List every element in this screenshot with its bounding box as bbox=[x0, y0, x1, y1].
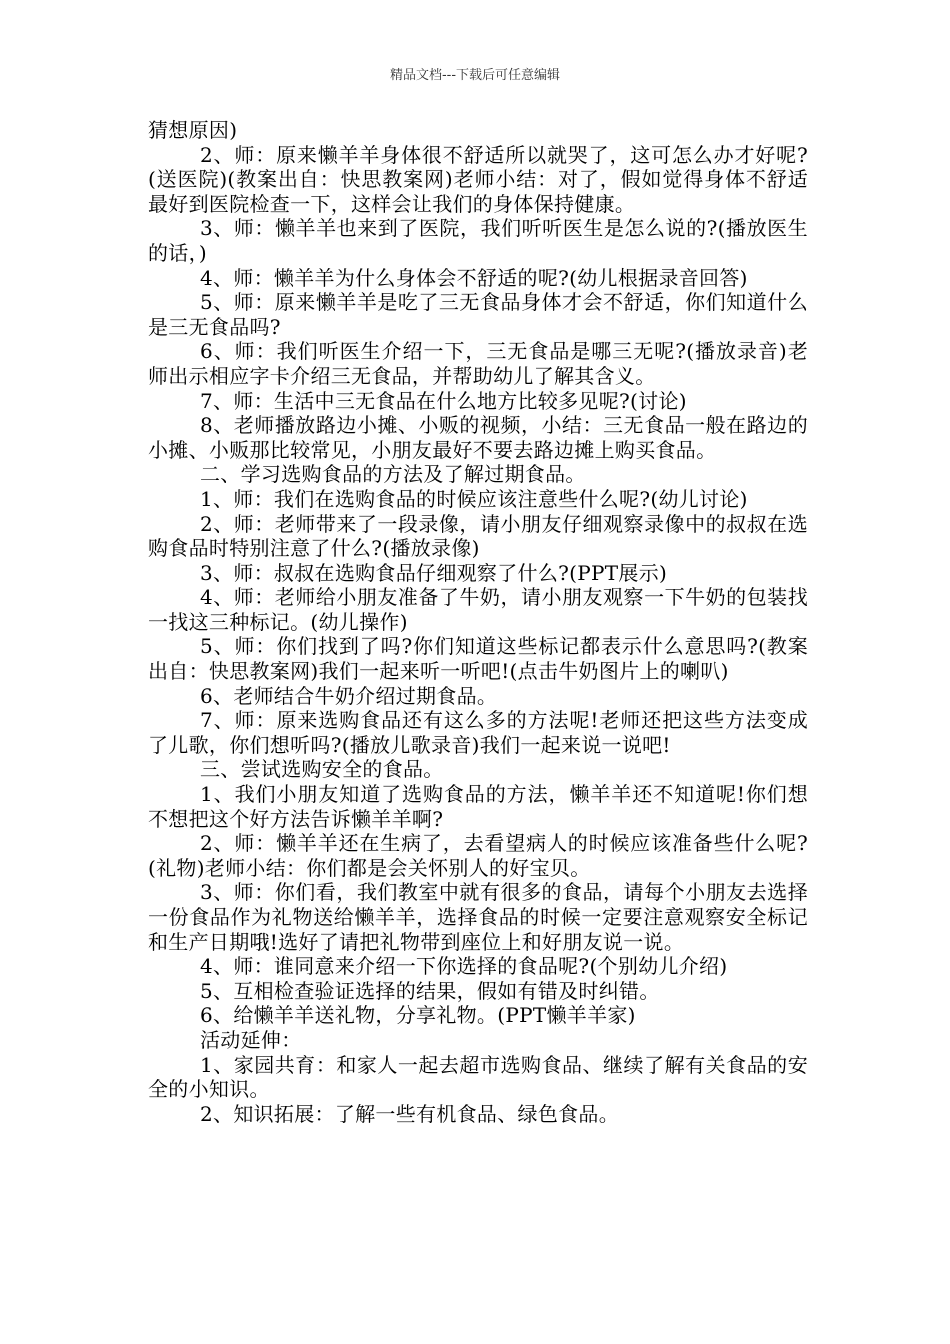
paragraph: 6、师：我们听医生介绍一下，三无食品是哪三无呢?(播放录音)老师出示相应字卡介绍三无食品，并帮助幼儿了解其含义。 bbox=[148, 339, 808, 388]
paragraph: 3、师：叔叔在选购食品仔细观察了什么?(PPT展示) bbox=[200, 560, 668, 585]
paragraph: 6、给懒羊羊送礼物，分享礼物。(PPT懒羊羊家) bbox=[200, 1003, 636, 1028]
paragraph: 4、师：老师给小朋友准备了牛奶，请小朋友观察一下牛奶的包装找一找这三种标记。(幼儿操作) bbox=[148, 585, 808, 634]
paragraph: 5、师：你们找到了吗?你们知道这些标记都表示什么意思吗?(教案出自：快思教案网)我们一起来听一听吧!(点击牛奶图片上的喇叭) bbox=[148, 634, 808, 684]
paragraph: 三、尝试选购安全的食品。 bbox=[200, 757, 444, 782]
paragraph: 7、师：原来选购食品还有这么多的方法呢!老师还把这些方法变成了儿歌，你们想听吗?(播放儿歌录音)我们一起来说一说吧! bbox=[148, 708, 808, 757]
paragraph: 2、师：老师带来了一段录像，请小朋友仔细观察录像中的叔叔在选购食品时特别注意了什么?(播放录像) bbox=[148, 511, 808, 561]
paragraph: 2、师：懒羊羊还在生病了，去看望病人的时候应该准备些什么呢?(礼物)老师小结：你们都是会关怀别人的好宝贝。 bbox=[148, 831, 808, 880]
document-body bbox=[148, 118, 808, 1126]
paragraph: 猜想原因) bbox=[148, 118, 238, 142]
paragraph: 1、我们小朋友知道了选购食品的方法，懒羊羊还不知道呢!你们想不想把这个好方法告诉懒羊羊啊? bbox=[148, 782, 808, 831]
paragraph: 5、师：原来懒羊羊是吃了三无食品身体才会不舒适，你们知道什么是三无食品吗? bbox=[148, 290, 808, 339]
paragraph: 活动延伸： bbox=[200, 1027, 302, 1052]
paragraph: 7、师：生活中三无食品在什么地方比较多见呢?(讨论) bbox=[200, 388, 687, 413]
paragraph: 4、师：谁同意来介绍一下你选择的食品呢?(个别幼儿介绍) bbox=[200, 954, 728, 979]
paragraph: 3、师：你们看，我们教室中就有很多的食品，请每个小朋友去选择一份食品作为礼物送给懒羊羊，选择食品的时候一定要注意观察安全标记和生产日期哦!选好了请把礼物带到座位上和好朋友说一说。 bbox=[148, 880, 808, 954]
paragraph: 2、知识拓展：了解一些有机食品、绿色食品。 bbox=[200, 1101, 620, 1126]
paragraph: 6、老师结合牛奶介绍过期食品。 bbox=[200, 683, 498, 708]
paragraph: 2、师：原来懒羊羊身体很不舒适所以就哭了，这可怎么办才好呢?(送医院)(教案出自：快思教案网)老师小结：对了，假如觉得身体不舒适最好到医院检查一下，这样会让我们的身体保持健康。 bbox=[148, 142, 808, 216]
paragraph: 3、师：懒羊羊也来到了医院，我们听听医生是怎么说的?(播放医生的话，) bbox=[148, 216, 808, 265]
page-header: 精品文档---下载后可任意编辑 bbox=[389, 68, 561, 83]
paragraph: 4、师：懒羊羊为什么身体会不舒适的呢?(幼儿根据录音回答) bbox=[200, 265, 748, 290]
paragraph: 5、互相检查验证选择的结果，假如有错及时纠错。 bbox=[200, 978, 660, 1003]
paragraph: 1、师：我们在选购食品的时候应该注意些什么呢?(幼儿讨论) bbox=[200, 486, 748, 511]
paragraph: 8、老师播放路边小摊、小贩的视频，小结：三无食品一般在路边的小摊、小贩那比较常见，小朋友最好不要去路边摊上购买食品。 bbox=[148, 413, 808, 462]
paragraph: 1、家园共育：和家人一起去超市选购食品、继续了解有关食品的安全的小知识。 bbox=[148, 1052, 808, 1102]
paragraph: 二、学习选购食品的方法及了解过期食品。 bbox=[200, 462, 586, 487]
